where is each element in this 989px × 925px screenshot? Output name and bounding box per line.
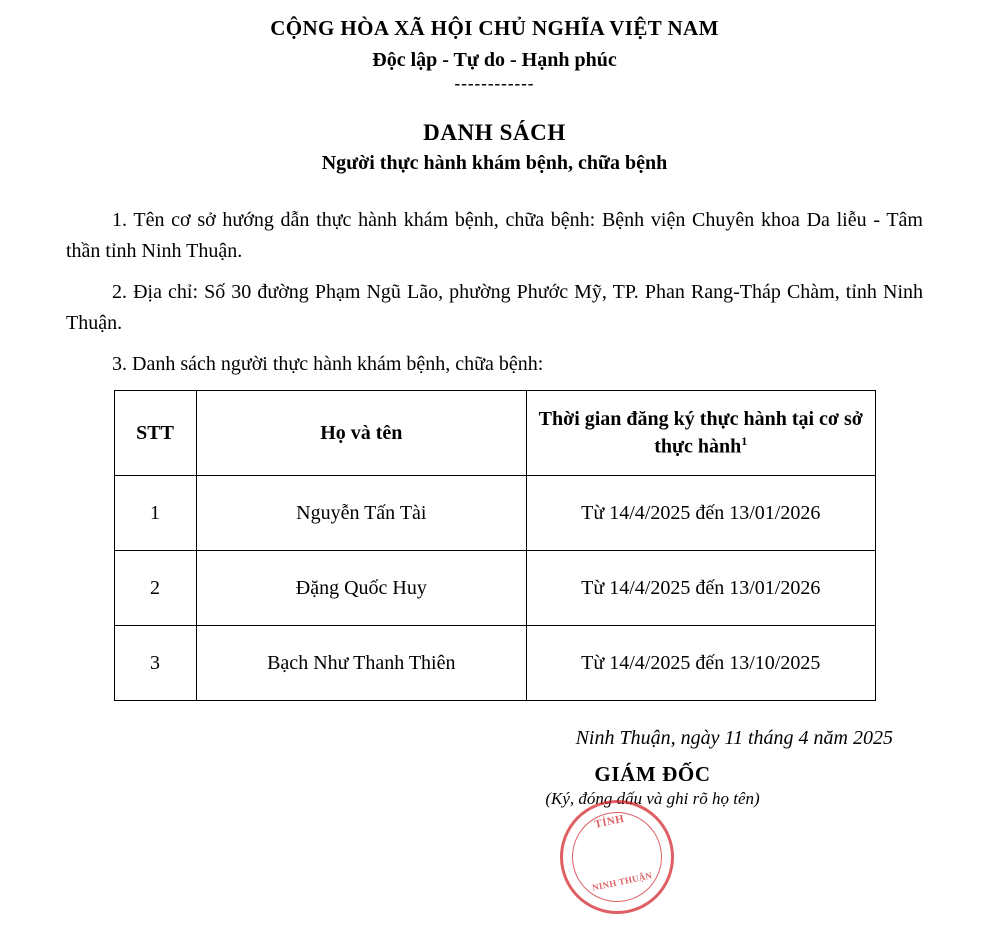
paragraph-address: 2. Địa chỉ: Số 30 đường Phạm Ngũ Lão, phường Phước Mỹ, TP. Phan Rang-Tháp Chàm, tỉnh Ninh Thuận. [66,281,923,334]
national-motto: Độc lập - Tự do - Hạnh phúc [372,49,617,71]
seal-bottom-text: NINH THUẬN [591,870,654,893]
document-page [0,16,989,893]
seal-inner-ring [564,804,671,911]
column-header-time-label: Thời gian đăng ký thực hành tại cơ sở thực hành [538,407,863,458]
national-title: CỘNG HÒA XÃ HỘI CHỦ NGHĨA VIỆT NAM [270,16,719,40]
page-subtitle: Người thực hành khám bệnh, chữa bệnh [321,152,668,174]
cell-stt: 3 [114,626,196,701]
cell-name: Nguyễn Tấn Tài [196,476,526,551]
column-header-stt: STT [114,391,196,476]
signer-title: GIÁM ĐỐC [594,762,711,786]
table-header-row [114,391,875,476]
document-header [0,16,989,94]
cell-name: Đặng Quốc Huy [196,551,526,626]
cell-time: Từ 14/4/2025 đến 13/01/2026 [527,476,875,551]
title-block [0,120,989,175]
cell-stt: 1 [114,476,196,551]
paragraph-list-intro: 3. Danh sách người thực hành khám bệnh, chữa bệnh: [112,353,544,375]
practitioners-table [114,390,876,701]
document-body [0,205,989,701]
table-row [114,626,875,701]
column-header-time [527,391,875,476]
signature-block [0,727,989,809]
table-row [114,476,875,551]
official-seal-stamp [549,789,684,924]
signer-note: (Ký, đóng dấu và ghi rõ họ tên) [545,789,760,808]
table-row [114,551,875,626]
place-and-date: Ninh Thuận, ngày 11 tháng 4 năm 2025 [575,727,893,749]
cell-time: Từ 14/4/2025 đến 13/01/2026 [527,551,875,626]
seal-top-text: TỈNH [593,812,626,831]
cell-stt: 2 [114,551,196,626]
cell-name: Bạch Như Thanh Thiên [196,626,526,701]
cell-time: Từ 14/4/2025 đến 13/10/2025 [527,626,875,701]
motto-divider: ------------ [454,74,535,93]
column-header-name: Họ và tên [196,391,526,476]
footnote-marker: 1 [741,433,748,448]
paragraph-facility: 1. Tên cơ sở hướng dẫn thực hành khám bệnh, chữa bệnh: Bệnh viện Chuyên khoa Da liễu - Tâm thần tỉnh Ninh Thuận. [66,209,923,262]
page-title: DANH SÁCH [423,120,566,145]
